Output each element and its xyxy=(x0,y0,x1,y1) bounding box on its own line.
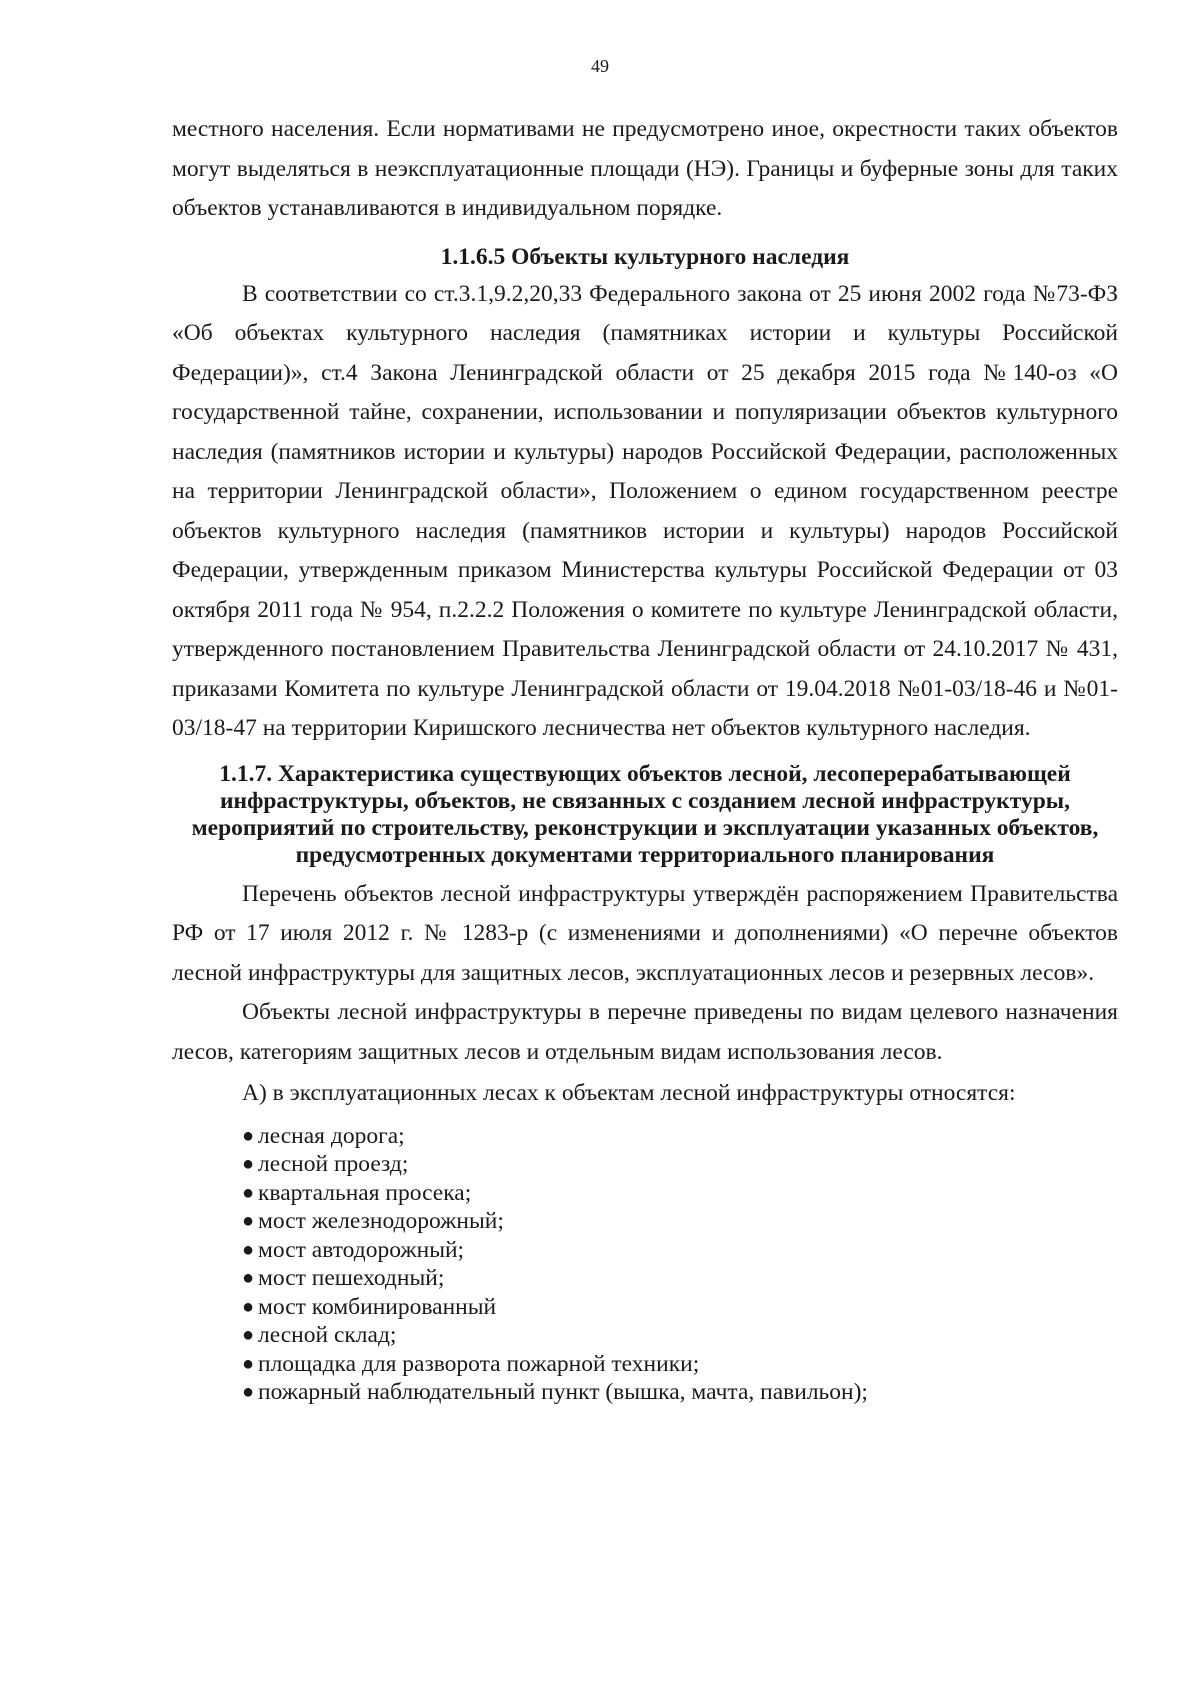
list-item xyxy=(242,1207,1118,1236)
bullet-icon: ● xyxy=(242,1295,255,1318)
heading-cultural-heritage: 1.1.6.5 Объекты культурного наследия xyxy=(440,243,850,270)
list-item-text: площадка для разворота пожарной техники; xyxy=(258,1350,700,1377)
list-item-text: пожарный наблюдательный пункт (вышка, мачта, павильон); xyxy=(258,1379,868,1405)
bullet-icon: ● xyxy=(242,1324,255,1346)
bullet-icon: ● xyxy=(242,1238,255,1261)
infrastructure-list xyxy=(172,1122,1118,1407)
list-item xyxy=(242,1179,1118,1208)
paragraph-exploitation-forests-header: А) в эксплуатационных лесах к объектам лесной инфраструктуры относятся: xyxy=(242,1080,1016,1106)
document-body xyxy=(172,110,1118,1407)
list-item-text: мост комбинированный xyxy=(258,1293,497,1320)
list-item xyxy=(242,1378,1118,1407)
bullet-icon: ● xyxy=(242,1153,255,1175)
list-item xyxy=(242,1321,1118,1350)
list-item xyxy=(242,1236,1118,1265)
list-item xyxy=(242,1122,1118,1151)
heading-forest-infrastructure: 1.1.7. Характеристика существующих объектов лесной, лесоперерабатывающей инфраструктуры, объектов, не связанных с созданием лесной инфраструктуры, мероприятий по строительству, реконструкции и эксплуатации указанных объектов, предусмотренных документами территориального планирования xyxy=(191,760,1099,868)
list-item-text: лесной склад; xyxy=(258,1322,397,1348)
bullet-icon: ● xyxy=(242,1210,255,1232)
paragraph-objects-by-type: Объекты лесной инфраструктуры в перечне приведены по видам целевого назначения лесов, категориям защитных лесов и отдельным видам использования лесов. xyxy=(172,999,1118,1065)
paragraph-intro: местного населения. Если нормативами не предусмотрено иное, окрестности таких объектов могут выделяться в неэксплуатационные площади (НЭ). Границы и буферные зоны для таких объектов устанавливаются в индивидуальном порядке. xyxy=(172,116,1118,221)
list-item xyxy=(242,1350,1118,1379)
paragraph-heritage: В соответствии со ст.3.1,9.2,20,33 Федерального закона от 25 июня 2002 года №73-ФЗ «Об объектах культурного наследия (памятниках истории и культуры Российской Федерации)», ст.4 Закона Ленинградской области от 25 декабря 2015 года №140-оз «О государственной тайне, сохранении, использовании и популяризации объектов культурного наследия (памятников истории и культуры) народов Российской Федерации, расположенных на территории Ленинградской области», Положением о едином государственном реестре объектов культурного наследия (памятников истории и культуры) народов Российской Федерации, утвержденным приказом Министерства культуры Российской Федерации от 03 октября 2011 года № 954, п.2.2.2 Положения о комитете по культуре Ленинградской области, утвержденного постановлением Правительства Ленинградской области от 24.10.2017 № 431, приказами Комитета по культуре Ленинградской области от 19.04.2018 №01-03/18-46 и №01-03/18-47 на территории Киришского лесничества нет объектов культурного наследия. xyxy=(172,280,1118,741)
list-item-text: лесная дорога; xyxy=(258,1122,405,1149)
bullet-icon: ● xyxy=(242,1124,255,1147)
list-item xyxy=(242,1293,1118,1322)
list-item-text: лесной проезд; xyxy=(258,1151,409,1177)
bullet-icon: ● xyxy=(242,1267,255,1289)
list-item-text: мост автодорожный; xyxy=(258,1236,465,1263)
list-item-text: квартальная просека; xyxy=(258,1179,472,1206)
paragraph-list-decree: Перечень объектов лесной инфраструктуры утверждён распоряжением Правительства РФ от 17 июля 2012 г. № 1283-р (с изменениями и дополнениями) «О перечне объектов лесной инфраструктуры для защитных лесов, эксплуатационных лесов и резервных лесов». xyxy=(172,880,1118,986)
bullet-icon: ● xyxy=(242,1352,255,1375)
list-item xyxy=(242,1264,1118,1293)
list-item-text: мост пешеходный; xyxy=(258,1265,445,1291)
list-item-text: мост железнодорожный; xyxy=(258,1208,504,1234)
bullet-icon: ● xyxy=(242,1181,255,1204)
page-number: 49 xyxy=(591,56,609,76)
list-item xyxy=(242,1150,1118,1179)
bullet-icon: ● xyxy=(242,1381,255,1403)
